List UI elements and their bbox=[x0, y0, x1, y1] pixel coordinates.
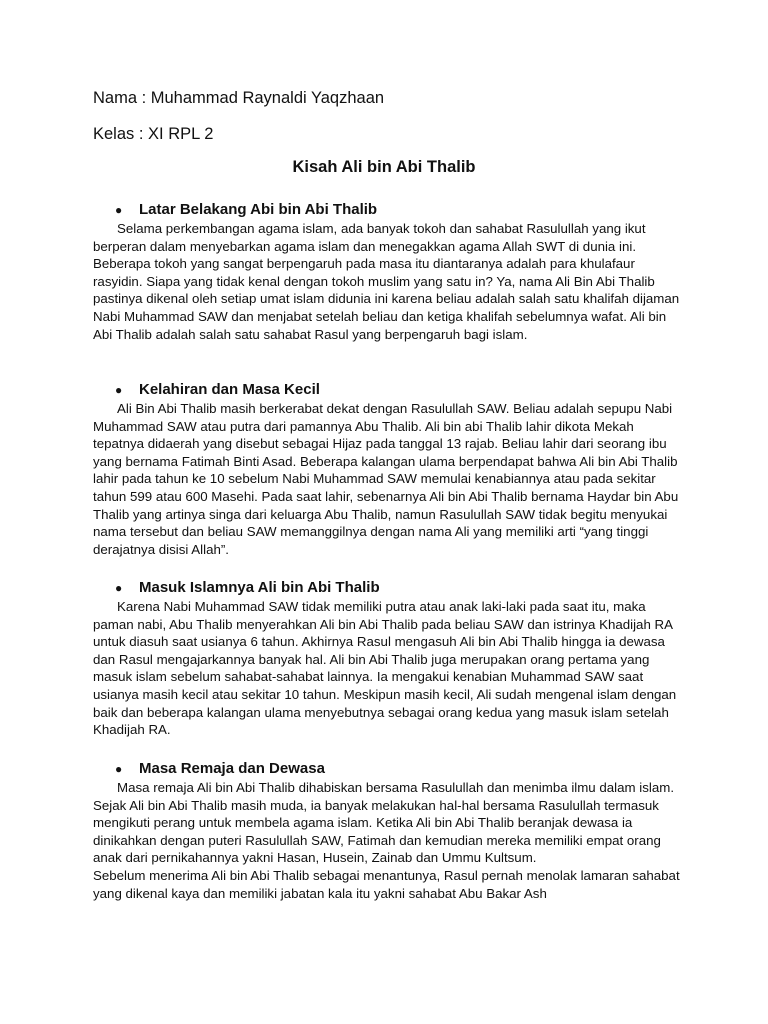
paragraph-text: Karena Nabi Muhammad SAW tidak memiliki putra atau anak laki-laki pada saat itu, maka paman nabi, Abu Thalib menyerahkan Ali bin Abi Thalib pada beliau SAW dan istrinya Khadijah RA untuk diasuh saat usianya 6 tahun. Akhirnya Rasul mengasuh Ali bin Abi Thalib hingga ia dewasa dan Rasul mengajarkannya banyak hal. Ali bin Abi Thalib juga merupakan orang pertama yang masuk islam sebelum sahabat-sahabat lainnya. Ia mengakui kenabian Muhammad SAW saat usianya masih kecil atau sekitar 10 tahun. Meskipun masih kecil, Ali sudah mengenal islam dengan baik dan beberapa kalangan ulama menyebutnya sebagai orang kedua yang masuk islam setelah Khadijah RA. bbox=[93, 599, 677, 738]
section-heading-text: Masa Remaja dan Dewasa bbox=[139, 760, 325, 777]
section-latar-belakang bbox=[93, 200, 683, 343]
section-heading bbox=[93, 578, 683, 598]
section-heading bbox=[93, 200, 683, 220]
section-heading bbox=[93, 759, 683, 779]
bullet-icon: ● bbox=[115, 203, 123, 217]
section-kelahiran bbox=[93, 380, 683, 558]
section-heading-text: Kelahiran dan Masa Kecil bbox=[139, 381, 320, 398]
student-class-line: Kelas : XI RPL 2 bbox=[93, 125, 214, 143]
student-name-line: Nama : Muhammad Raynaldi Yaqzhaan bbox=[93, 89, 385, 107]
paragraph-text: Ali Bin Abi Thalib masih berkerabat dekat dengan Rasulullah SAW. Beliau adalah sepupu Nabi Muhammad SAW atau putra dari pamannya Abu Thalib. Ali bin abi Thalib lahir dikota Mekah tepatnya didaerah yang disebut sebagai Hijaz pada tanggal 13 rajab. Beliau lahir dari seorang ibu yang bernama Fatimah Binti Asad. Beberapa kalangan ulama berpendapat bahwa Ali bin Abi Thalib lahir pada tahun ke 10 sebelum Nabi Muhammad SAW memulai kenabiannya atau pada sekitar tahun 599 atau 600 Masehi. Pada saat lahir, sebenarnya Ali bin Abi Thalib bernama Haydar bin Abu Thalib yang artinya singa dari keluarga Abu Thalib, namun Rasulullah SAW tidak begitu menyukai nama tersebut dan beliau SAW memanggilnya dengan nama Ali yang memiliki arti “yang tinggi derajatnya disisi Allah”. bbox=[93, 401, 679, 557]
paragraph-text: Selama perkembangan agama islam, ada banyak tokoh dan sahabat Rasulullah yang ikut berperan dalam menyebarkan agama islam dan menegakkan agama Allah SWT di dunia ini. Beberapa tokoh yang sangat berpengaruh pada masa itu diantaranya adalah para khulafaur rasyidin. Siapa yang tidak kenal dengan tokoh muslim yang satu in? Ya, nama Ali Bin Abi Thalib pastinya dikenal oleh setiap umat islam didunia ini karena beliau adalah salah satu khalifah dijaman Nabi Muhammad SAW dan menjabat setelah beliau dan ketiga khalifah sebelumnya wafat. Ali bin Abi Thalib adalah salah satu sahabat Rasul yang berpengaruh bagi islam. bbox=[93, 221, 680, 342]
section-heading-text: Masuk Islamnya Ali bin Abi Thalib bbox=[139, 579, 380, 596]
document-title: Kisah Ali bin Abi Thalib bbox=[292, 158, 476, 176]
bullet-icon: ● bbox=[115, 581, 123, 595]
section-paragraph bbox=[93, 220, 683, 343]
section-paragraph bbox=[93, 779, 683, 867]
section-remaja-dewasa bbox=[93, 759, 683, 902]
section-heading-text: Latar Belakang Abi bin Abi Thalib bbox=[139, 201, 378, 218]
continuation-paragraph: Sebelum menerima Ali bin Abi Thalib sebagai menantunya, Rasul pernah menolak lamaran sahabat yang dikenal kaya dan memiliki jabatan kala itu yakni sahabat Abu Bakar Ash bbox=[93, 867, 680, 901]
section-masuk-islam bbox=[93, 578, 683, 739]
section-paragraph bbox=[93, 400, 683, 558]
bullet-icon: ● bbox=[115, 383, 123, 397]
section-heading bbox=[93, 380, 683, 400]
section-paragraph bbox=[93, 598, 683, 739]
bullet-icon: ● bbox=[115, 762, 123, 776]
paragraph-text: Masa remaja Ali bin Abi Thalib dihabiskan bersama Rasulullah dan menimba ilmu dalam islam. Sejak Ali bin Abi Thalib masih muda, ia banyak melakukan hal-hal bersama Rasulullah termasuk mengikuti perang untuk membela agama islam. Ketika Ali bin Abi Thalib beranjak dewasa ia dinikahkan dengan puteri Rasulullah SAW, Fatimah dan kemudian mereka memiliki empat orang anak dari pernikahannya yakni Hasan, Husein, Zainab dan Ummu Kultsum. bbox=[93, 780, 675, 866]
